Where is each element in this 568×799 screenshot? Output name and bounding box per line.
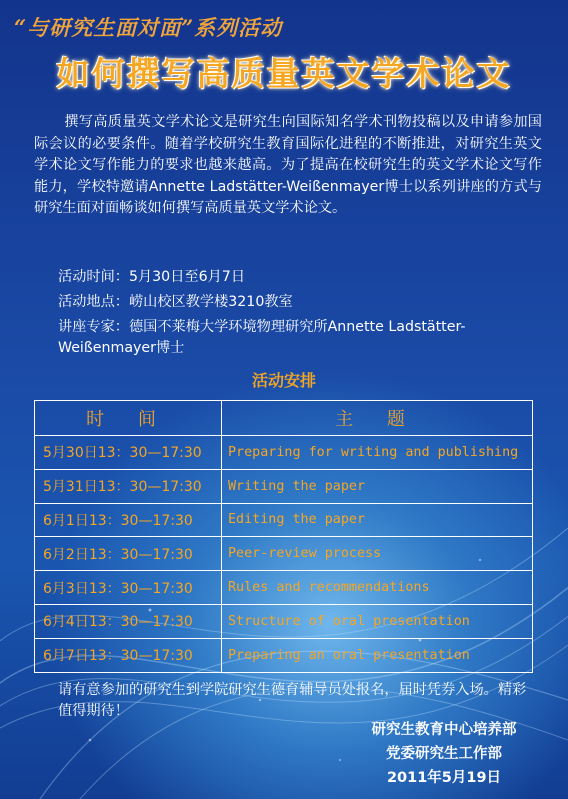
row-time: 6月1日13：30—17:30 <box>35 503 222 537</box>
row-time: 6月2日13：30—17:30 <box>35 537 222 571</box>
closing-note: 请有意参加的研究生到学院研究生德育辅导员处报名，届时凭券入场。精彩值得期待！ <box>58 682 527 719</box>
table-row <box>35 436 533 470</box>
signature-date: 2011年5月19日 <box>386 770 502 786</box>
schedule-heading: 活动安排 <box>251 371 316 390</box>
main-title: 如何撰写高质量英文学术论文 <box>56 54 512 93</box>
row-topic: Writing the paper <box>222 469 533 503</box>
table-row <box>35 604 533 638</box>
row-topic: Editing the paper <box>222 503 533 537</box>
table-header-row <box>35 401 533 436</box>
schedule-table <box>34 400 533 673</box>
event-place: 活动地点：崂山校区教学楼3210教室 <box>58 294 293 310</box>
row-topic: Preparing an oral presentation <box>222 638 533 672</box>
intro-text: 撰写高质量英文学术论文是研究生向国际知名学术刊物投稿以及申请参加国际会议的必要条件。随着学校研究生教育国际化进程的不断推进，对研究生英文学术论文写作能力的要求也越来越高。为了提高在校研究生的英文学术论文写作能力，学校特邀请Annette Ladstätter-Weißenmayer博士以系列讲座的方式与研究生面对面畅谈如何撰写高质量英文学术论文。 <box>34 114 542 217</box>
row-topic: Structure of oral presentation <box>222 604 533 638</box>
row-topic: Rules and recommendations <box>222 571 533 605</box>
event-expert: 讲座专家：德国不莱梅大学环境物理研究所Annette Ladstätter-Weißenmayer博士 <box>58 319 466 356</box>
event-time: 活动时间：5月30日至6月7日 <box>58 269 246 285</box>
row-time: 5月30日13：30—17:30 <box>35 436 222 470</box>
series-title: “与研究生面对面”系列活动 <box>14 15 283 40</box>
row-time: 6月4日13：30—17:30 <box>35 604 222 638</box>
column-header-topic: 主 题 <box>222 401 533 436</box>
row-time: 5月31日13：30—17:30 <box>35 469 222 503</box>
table-row <box>35 638 533 672</box>
table-row <box>35 503 533 537</box>
table-row <box>35 469 533 503</box>
signature-org-1: 研究生教育中心培养部 <box>371 722 517 738</box>
column-header-time: 时 间 <box>35 401 222 436</box>
intro-paragraph <box>34 112 542 220</box>
signature-org-2: 党委研究生工作部 <box>386 746 502 762</box>
row-topic: Peer-review process <box>222 537 533 571</box>
row-time: 6月3日13：30—17:30 <box>35 571 222 605</box>
table-row <box>35 571 533 605</box>
table-row <box>35 537 533 571</box>
row-topic: Preparing for writing and publishing <box>222 436 533 470</box>
row-time: 6月7日13：30—17:30 <box>35 638 222 672</box>
